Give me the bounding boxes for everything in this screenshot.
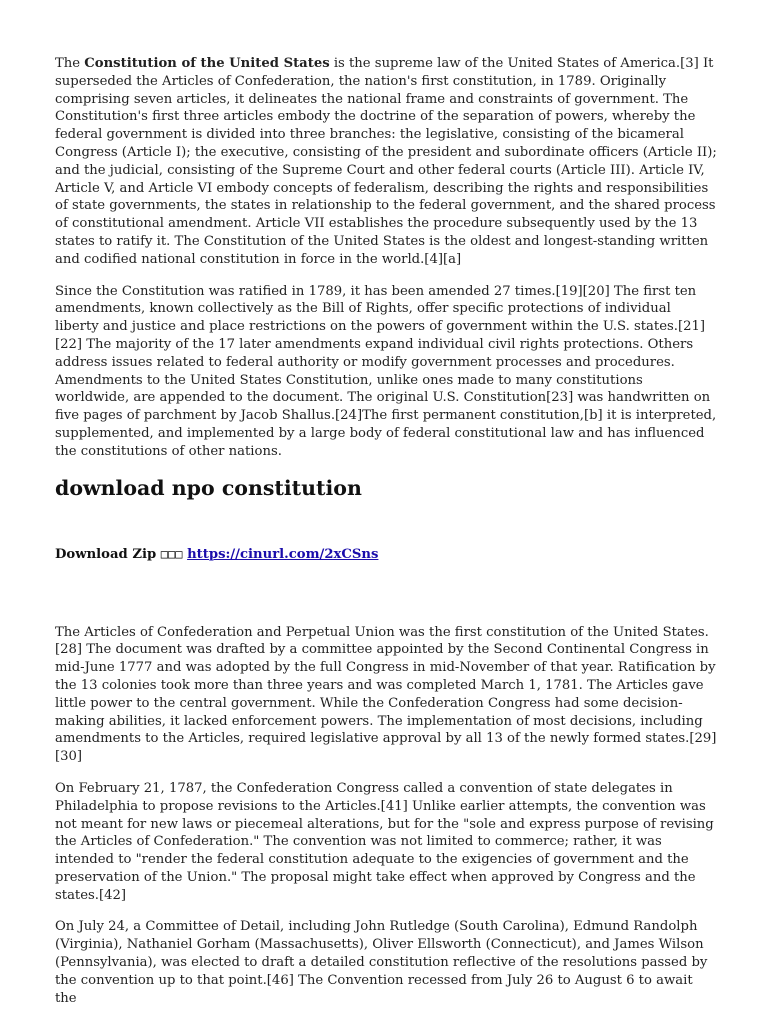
- placeholder-glyphs-icon: □□□: [160, 546, 183, 561]
- intro-paragraph-1: [55, 55, 717, 269]
- section-heading: download npo constitution: [55, 475, 362, 500]
- body-paragraph-articles: The Articles of Confederation and Perpetual Union was the first constitution of the United States.[28] The document was drafted by a committee appointed by the Second Continental Congress in mid-June 1777 and was adopted by the full Congress in mid-November of that year. Ratification by the 13 colonies took more than three years and was completed March 1, 1781. The Articles gave little power to the central government. While the Confederation Congress had some decision-making abilities, it lacked enforcement powers. The implementation of most decisions, including amendments to the Articles, required legislative approval by all 13 of the newly formed states.[29][30]: [55, 624, 717, 765]
- download-line: [55, 545, 717, 564]
- intro-paragraph-1-body: is the supreme law of the United States of America.[3] It superseded the Articles of Confederation, the nation's first constitution, in 1789. Originally comprising seven articles, it delineates the national frame and constraints of government. The Constitution's first three articles embody the doctrine of the separation of powers, whereby the federal government is divided into three branches: the legislative, consisting of the bicameral Congress (Article I); the executive, consisting of the president and subordinate officers (Article II); and the judicial, consisting of the Supreme Court and other federal courts (Article III). Article IV, Article V, and Article VI embody concepts of federalism, describing the rights and responsibilities of state governments, the states in relationship to the federal government, and the shared process of constitutional amendment. Article VII establishes the procedure subsequently used by the 13 states to ratify it. The Constitution of the United States is the oldest and longest-standing written and codified national constitution in force in the world.[4][a]: [55, 56, 717, 267]
- body-paragraph-committee: On July 24, a Committee of Detail, including John Rutledge (South Carolina), Edmund Randolph (Virginia), Nathaniel Gorham (Massachusetts), Oliver Ellsworth (Connecticut), and James Wilson (Pennsylvania), was elected to draft a detailed constitution reflective of the resolutions passed by the convention up to that point.[46] The Convention recessed from July 26 to August 6 to await the: [55, 919, 708, 1006]
- intro-paragraph-2: Since the Constitution was ratified in 1789, it has been amended 27 times.[19][20] The first ten amendments, known collectively as the Bill of Rights, offer specific protections of individual liberty and justice and place restrictions on the powers of government within the U.S. states.[21][22] The majority of the 17 later amendments expand individual civil rights protections. Others address issues related to federal authority or modify government processes and procedures. Amendments to the United States Constitution, unlike ones made to many constitutions worldwide, are appended to the document. The original U.S. Constitution[23] was handwritten on five pages of parchment by Jacob Shallus.[24]The first permanent constitution,[b] it is interpreted, supplemented, and implemented by a large body of federal constitutional law and has influenced the constitutions of other nations.: [55, 283, 717, 459]
- download-label: Download Zip: [55, 546, 157, 562]
- intro-paragraph-1-lead: The: [55, 56, 85, 71]
- document-page: [55, 55, 717, 1021]
- body-paragraph-convention: On February 21, 1787, the Confederation Congress called a convention of state delegates in Philadelphia to propose revisions to the Articles.[41] Unlike earlier attempts, the convention was not meant for new laws or piecemeal alterations, but for the "sole and express purpose of revising the Articles of Confederation." The convention was not limited to commerce; rather, it was intended to "render the federal constitution adequate to the exigencies of government and the preservation of the Union." The proposal might take effect when approved by Congress and the states.[42]: [55, 780, 714, 903]
- constitution-bold-term: Constitution of the United States: [84, 56, 330, 71]
- download-link[interactable]: https://cinurl.com/2xCSns: [187, 546, 379, 562]
